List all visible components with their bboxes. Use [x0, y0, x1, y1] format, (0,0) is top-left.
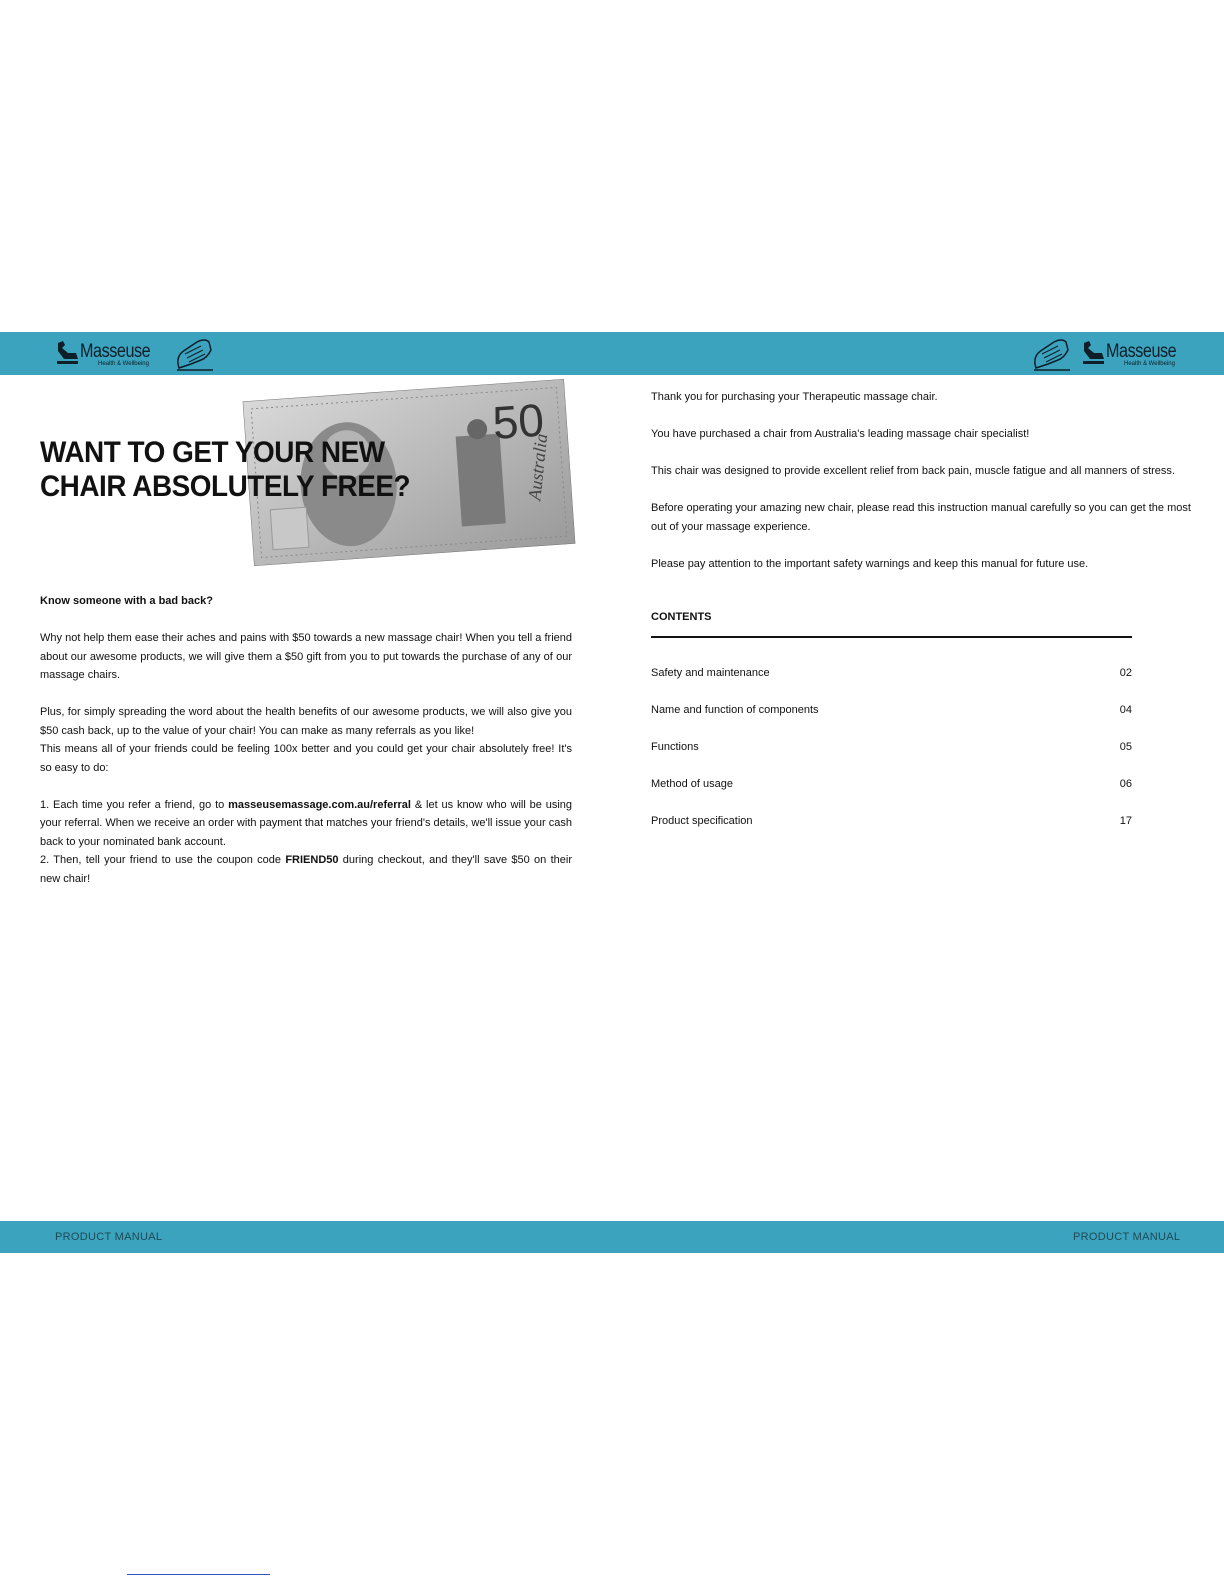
coupon-code: FRIEND50 — [285, 854, 339, 866]
welcome-paragraph-3: This chair was designed to provide excellent relief from back pain, muscle fatigue and all manners of stress. — [651, 465, 1175, 477]
welcome-paragraph-4: Before operating your amazing new chair, please read this instruction manual carefully so you can get the most out of your massage experience. — [651, 502, 1191, 533]
welcome-paragraph-5: Please pay attention to the important safety warnings and keep this manual for future use. — [651, 557, 1089, 570]
toc-entry-label: Functions — [651, 741, 699, 753]
promo-headline — [40, 436, 410, 504]
brand-logo-left — [54, 336, 219, 372]
masseuse-person-icon — [54, 339, 80, 369]
divider-line — [127, 1574, 270, 1575]
footer-label-right: PRODUCT MANUAL — [1073, 1231, 1181, 1243]
banknote-denomination: 50 — [490, 393, 546, 449]
footer-label-left: PRODUCT MANUAL — [55, 1231, 163, 1243]
masseuse-person-icon — [1080, 339, 1106, 369]
massage-chair-icon — [171, 336, 219, 372]
toc-entry-components[interactable] — [651, 703, 1132, 740]
footer-bar — [0, 1221, 1224, 1253]
toc-entry-label: Product specification — [651, 815, 753, 827]
intro-heading: Know someone with a bad back? — [40, 595, 213, 607]
toc-entry-label: Name and function of components — [651, 704, 819, 716]
table-of-contents — [651, 666, 1132, 851]
toc-entry-page: 02 — [1119, 667, 1132, 679]
banknote-script: Australia — [524, 432, 552, 502]
brand-tagline: Health & Wellbeing — [1124, 360, 1175, 367]
welcome-paragraph-2: You have purchased a chair from Australia's leading massage chair specialist! — [651, 428, 1030, 440]
brand-tagline: Health & Wellbeing — [98, 360, 149, 367]
toc-entry-page: 17 — [1119, 815, 1132, 827]
toc-entry-page: 05 — [1119, 741, 1132, 753]
referral-step-1: 1. Each time you refer a friend, go to masseusemassage.com.au/referral & let us know who will be using your referral. When we receive an order with payment that matches your friend's details, we'll issue your cash back to your nominated bank account. — [40, 798, 573, 848]
toc-entry-specification[interactable] — [651, 814, 1132, 851]
toc-entry-label: Method of usage — [651, 778, 733, 790]
brand-logo-right — [1028, 336, 1189, 372]
toc-entry-label: Safety and maintenance — [651, 667, 770, 679]
toc-entry-safety[interactable] — [651, 666, 1132, 703]
toc-entry-usage[interactable] — [651, 777, 1132, 814]
referral-step-2: 2. Then, tell your friend to use the coupon code FRIEND50 during checkout, and they'll save $50 on their new chair! — [40, 854, 572, 885]
toc-entry-page: 04 — [1119, 704, 1132, 716]
referral-section — [40, 592, 572, 907]
contents-heading: CONTENTS — [651, 611, 712, 623]
brand-name: Masseuse — [1106, 340, 1177, 362]
headline-line-1: WANT TO GET YOUR NEW — [40, 436, 385, 469]
referral-paragraph-1: Why not help them ease their aches and pains with $50 towards a new massage chair! When you tell a friend about our awesome products, we will give them a $50 gift from you to put towards the purchase of any of our massage chairs. — [40, 632, 572, 681]
headline-line-2: CHAIR ABSOLUTELY FREE? — [40, 470, 411, 503]
welcome-paragraph-1: Thank you for purchasing your Therapeutic massage chair. — [651, 391, 938, 403]
referral-paragraph-2a: Plus, for simply spreading the word about the health benefits of our awesome products, we will also give you $50 cash back, up to the value of your chair! You can make as many referrals as you like! — [40, 706, 572, 737]
massage-chair-icon — [1028, 336, 1076, 372]
brand-name: Masseuse — [80, 340, 151, 362]
welcome-section — [651, 388, 1191, 592]
referral-link[interactable]: masseusemassage.com.au/referral — [228, 798, 411, 811]
toc-entry-functions[interactable] — [651, 740, 1132, 777]
toc-entry-page: 06 — [1119, 778, 1132, 790]
contents-divider — [651, 636, 1132, 638]
referral-paragraph-2b: This means all of your friends could be feeling 100x better and you could get your chair absolutely free! It's so easy to do: — [40, 743, 572, 774]
